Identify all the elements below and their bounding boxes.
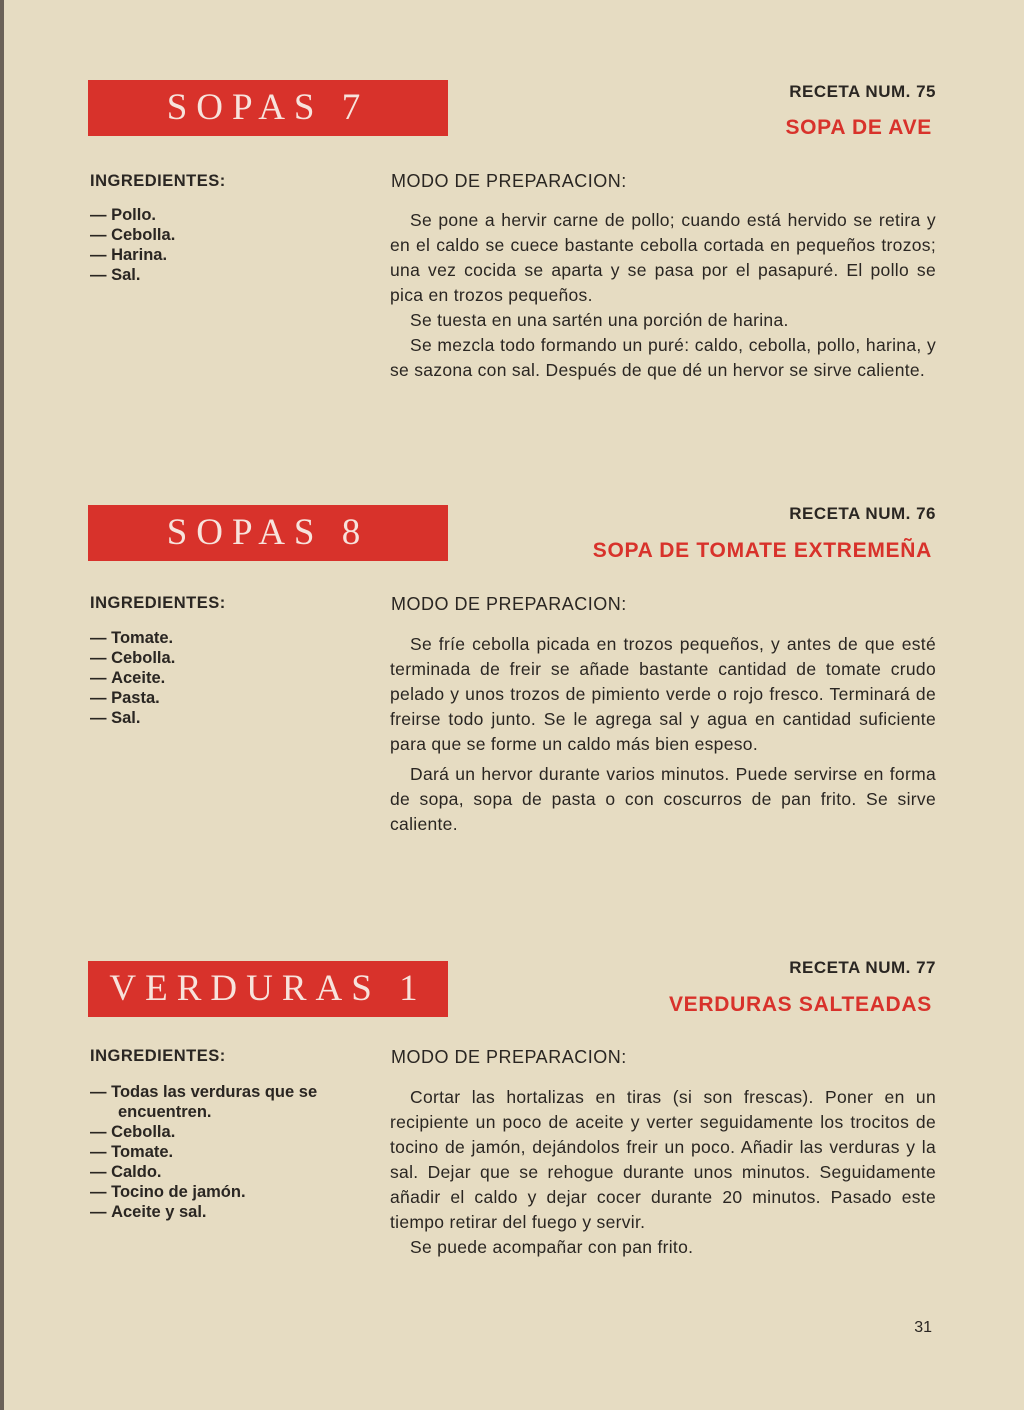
ingredient-item: — Cebolla. xyxy=(90,648,175,668)
method-text xyxy=(390,632,936,842)
recipe-number: RECETA NUM. 76 xyxy=(789,504,936,523)
method-paragraph: Se mezcla todo formando un puré: caldo, cebolla, pollo, harina, y se sazona con sal. Después de que dé un hervor se sirve caliente. xyxy=(390,335,936,380)
ingredient-item: — Cebolla. xyxy=(90,225,175,245)
method-paragraph: Se puede acompañar con pan frito. xyxy=(410,1237,694,1257)
ingredients-heading: INGREDIENTES: xyxy=(90,594,226,612)
page-number: 31 xyxy=(914,1319,932,1336)
method-paragraph: Se fríe cebolla picada en trozos pequeños, y antes de que esté terminada de freir se añade bastante cantidad de tomate crudo pelado y unos trozos de pimiento verde o rojo fresco. Terminará de freirse todo junto. Se le agrega sal y agua en cantidad suficiente para que se forme un caldo más bien espeso. xyxy=(390,634,936,754)
ingredient-item: — Tocino de jamón. xyxy=(90,1182,330,1202)
ingredient-item: — Sal. xyxy=(90,708,175,728)
ingredient-item: — Caldo. xyxy=(90,1162,330,1182)
recipe-title: VERDURAS SALTEADAS xyxy=(668,993,932,1016)
ingredient-item: — Tomate. xyxy=(90,628,175,648)
method-paragraph: Cortar las hortalizas en tiras (si son frescas). Poner en un recipiente un poco de aceite y verter seguidamente los trocitos de tocino de jamón, dejándolos freir un poco. Añadir las verduras y la sal. Dejar que se rehogue durante unos minutos. Seguidamente añadir el caldo y dejar cocer durante 20 minutos. Pasado este tiempo retirar del fuego y servir. xyxy=(390,1087,936,1232)
recipe-number: RECETA NUM. 77 xyxy=(789,958,936,977)
ingredients-list xyxy=(90,628,175,728)
category-banner: SOPAS 8 xyxy=(88,505,448,561)
method-paragraph: Se tuesta en una sartén una porción de harina. xyxy=(410,310,789,330)
ingredient-item: — Aceite. xyxy=(90,668,175,688)
ingredient-item: — Sal. xyxy=(90,265,175,285)
recipe-title: SOPA DE AVE xyxy=(785,116,932,139)
ingredient-item: — Todas las verduras que se encuentren. xyxy=(90,1082,330,1122)
method-heading: MODO DE PREPARACION: xyxy=(391,171,627,191)
recipe-number: RECETA NUM. 75 xyxy=(789,82,936,101)
category-banner: VERDURAS 1 xyxy=(88,961,448,1017)
method-text xyxy=(390,1085,936,1265)
method-heading: MODO DE PREPARACION: xyxy=(391,594,627,614)
method-text xyxy=(390,208,936,388)
ingredients-list xyxy=(90,1082,330,1222)
method-paragraph: Se pone a hervir carne de pollo; cuando está hervido se retira y en el caldo se cuece bastante cebolla cortada en pequeños trozos; una vez cocida se aparta y se pasa por el pasapuré. El pollo se pica en trozos pequeños. xyxy=(390,210,936,305)
page-edge xyxy=(0,0,4,1410)
ingredients-list xyxy=(90,205,175,285)
ingredient-item: — Aceite y sal. xyxy=(90,1202,330,1222)
method-paragraph: Dará un hervor durante varios minutos. Puede servirse en forma de sopa, sopa de pasta o con coscurros de pan frito. Se sirve caliente. xyxy=(390,764,936,834)
method-heading: MODO DE PREPARACION: xyxy=(391,1047,627,1067)
category-banner: SOPAS 7 xyxy=(88,80,448,136)
ingredient-item: — Pollo. xyxy=(90,205,175,225)
ingredients-heading: INGREDIENTES: xyxy=(90,172,226,190)
ingredient-item: — Harina. xyxy=(90,245,175,265)
ingredients-heading: INGREDIENTES: xyxy=(90,1047,226,1065)
ingredient-item: — Cebolla. xyxy=(90,1122,330,1142)
ingredient-item: — Pasta. xyxy=(90,688,175,708)
recipe-title: SOPA DE TOMATE EXTREMEÑA xyxy=(592,539,932,562)
ingredient-item: — Tomate. xyxy=(90,1142,330,1162)
